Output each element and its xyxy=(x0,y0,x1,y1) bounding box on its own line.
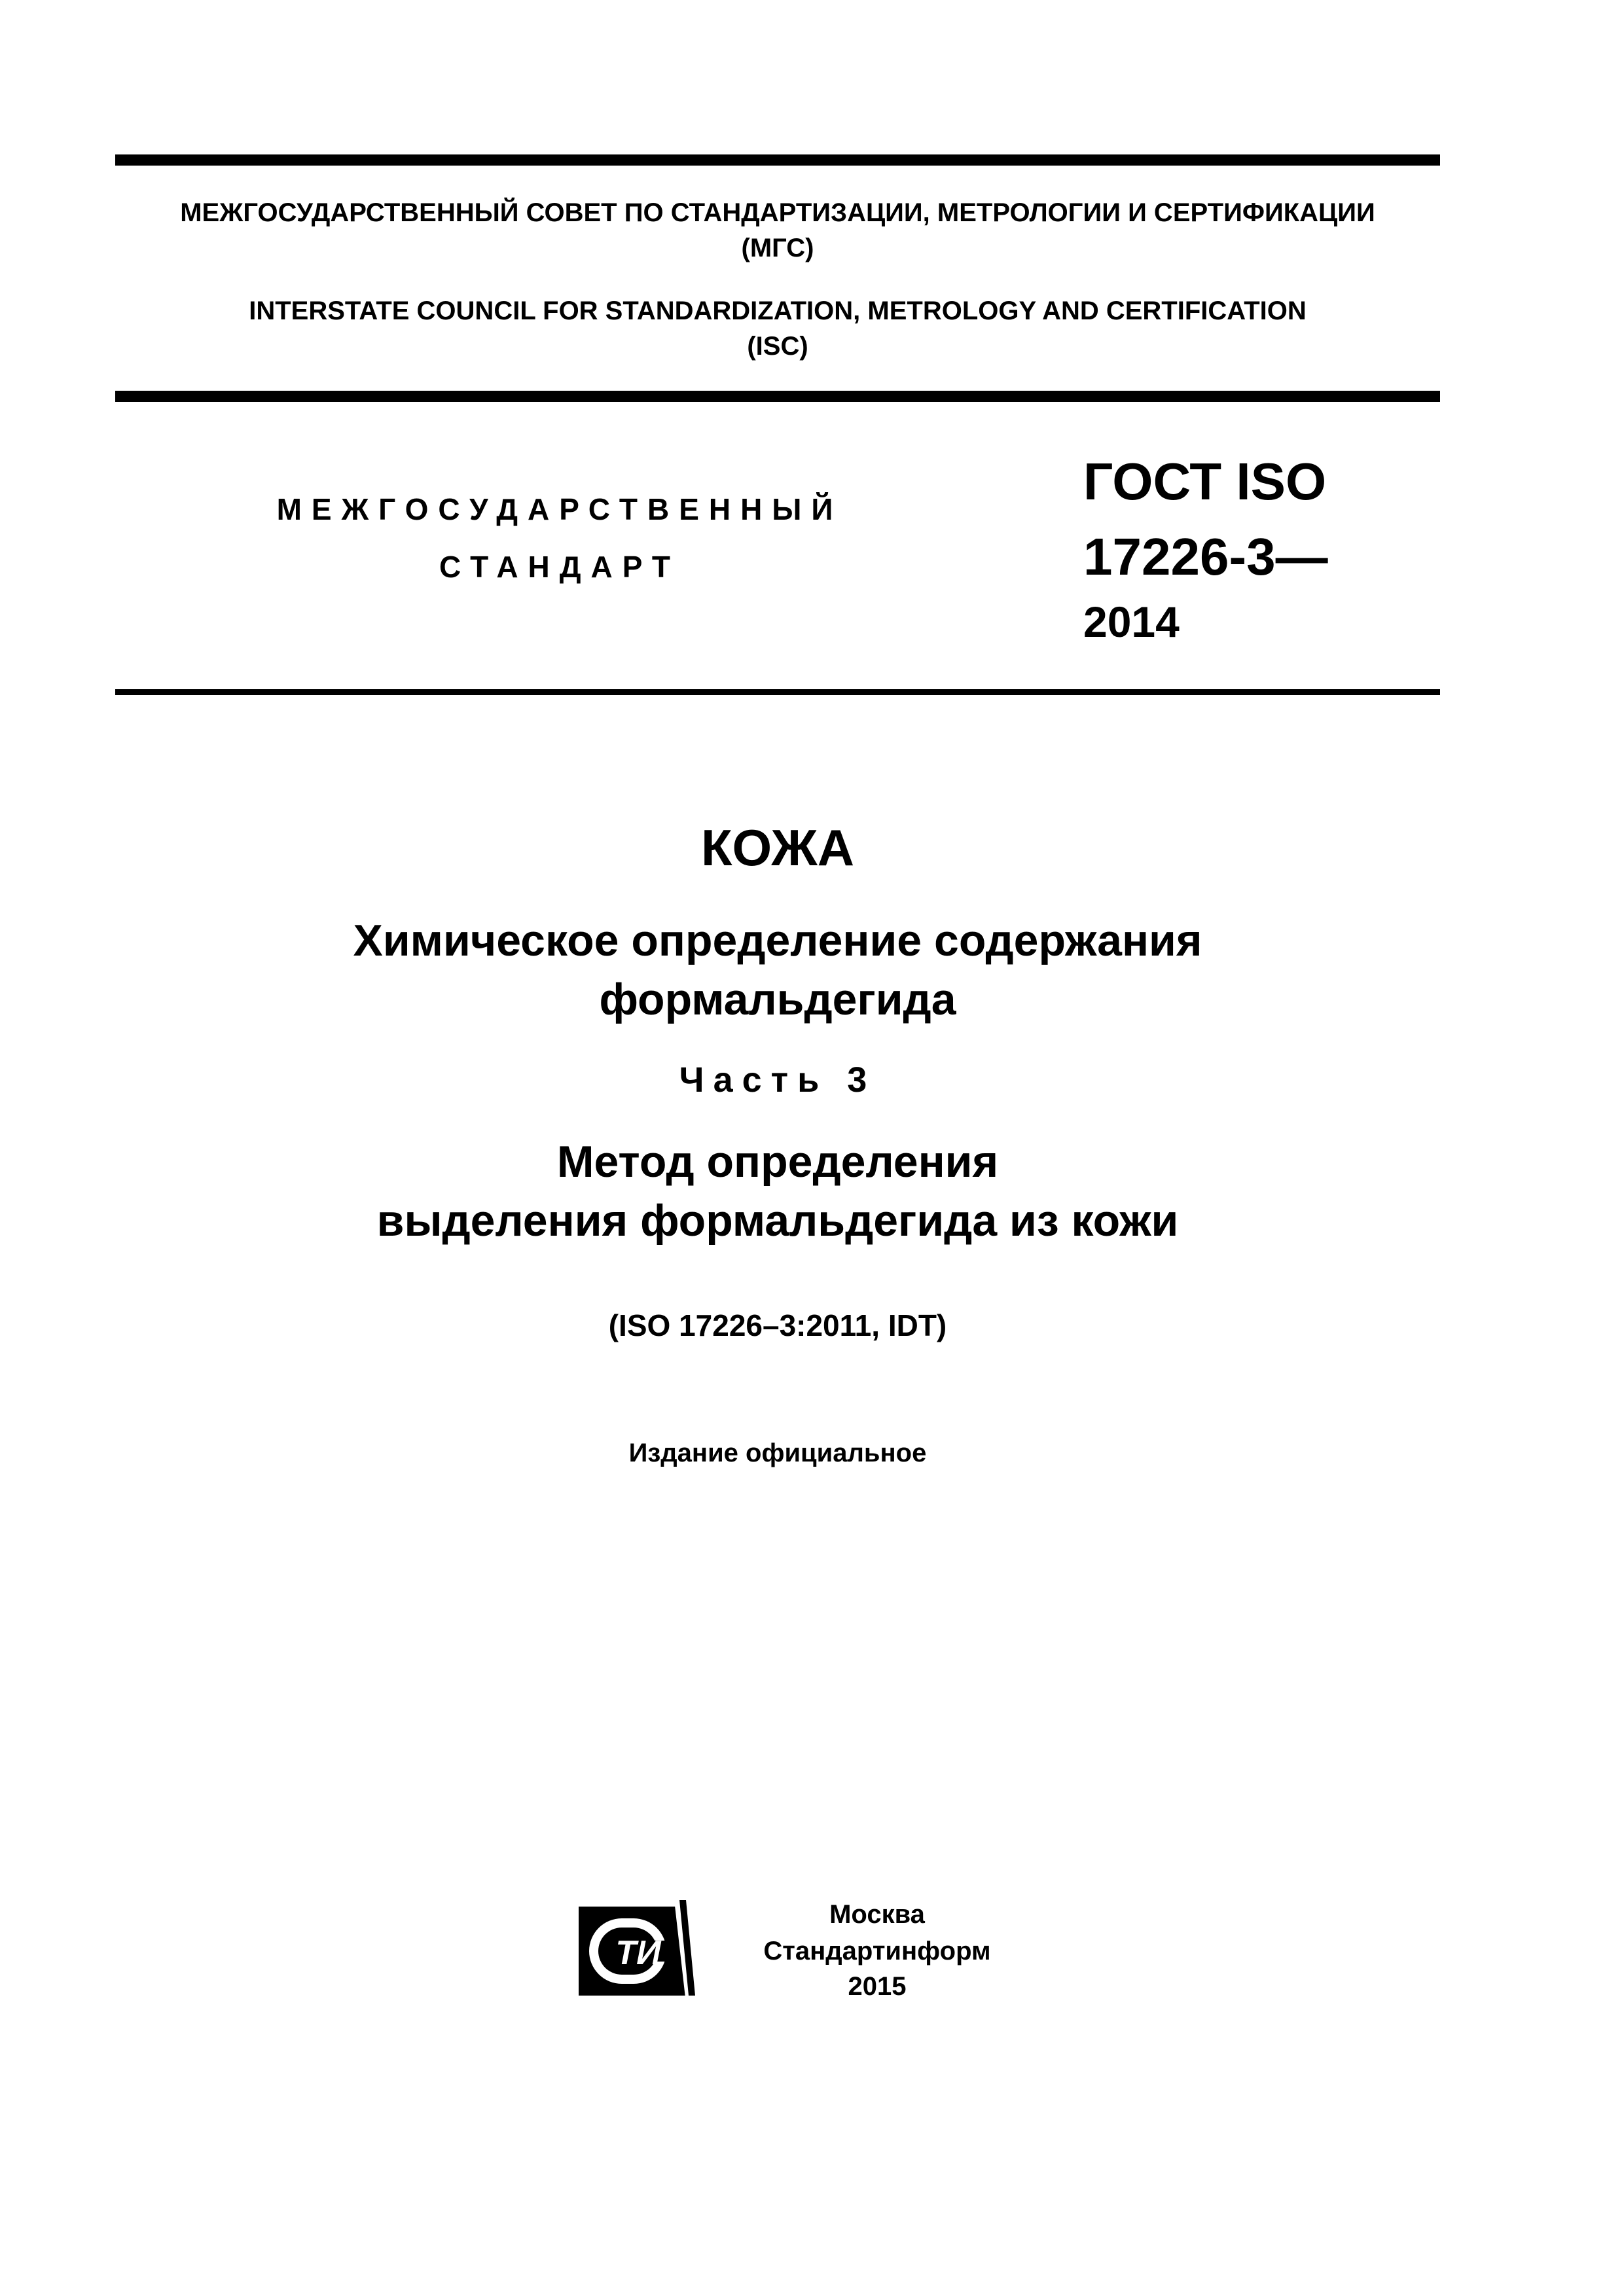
council-abbreviation-russian: (МГС) xyxy=(741,234,814,262)
iso-reference: (ISO 17226–3:2011, IDT) xyxy=(608,1308,947,1342)
designation-rule xyxy=(115,689,1440,695)
svg-text:ТИ: ТИ xyxy=(615,1934,661,1972)
publisher-name: Стандартинформ xyxy=(763,1937,991,1965)
header-rule xyxy=(115,391,1440,402)
document-method-line-2: выделения формальдегида из кожи xyxy=(376,1196,1179,1246)
standard-type-line-1: МЕЖГОСУДАРСТВЕННЫЙ xyxy=(276,492,843,526)
standard-designation-line-3: 2014 xyxy=(1083,598,1180,646)
document-part: Часть 3 xyxy=(679,1060,876,1100)
publication-year: 2015 xyxy=(848,1972,907,2001)
standard-designation-line-2: 17226-3— xyxy=(1083,528,1328,586)
top-rule xyxy=(115,154,1440,166)
council-name-russian: МЕЖГОСУДАРСТВЕННЫЙ СОВЕТ ПО СТАНДАРТИЗАЦИИ, МЕТРОЛОГИИ И СЕРТИФИКАЦИИ xyxy=(180,198,1375,227)
standard-designation-line-1: ГОСТ ISO xyxy=(1083,452,1327,511)
document-subtitle-line-1: Химическое определение содержания xyxy=(353,916,1202,965)
document-method-line-1: Метод определения xyxy=(556,1137,999,1187)
document-subtitle-line-2: формальдегида xyxy=(599,975,956,1024)
council-name-english: INTERSTATE COUNCIL FOR STANDARDIZATION, METROLOGY AND CERTIFICATION xyxy=(249,296,1307,325)
standartinform-logo-icon xyxy=(576,1900,704,2003)
publisher-city: Москва xyxy=(829,1900,925,1929)
standard-type-line-2: СТАНДАРТ xyxy=(439,550,680,584)
edition-note: Издание официальное xyxy=(628,1439,927,1467)
document-title: КОЖА xyxy=(700,819,855,876)
council-abbreviation-english: (ISC) xyxy=(747,332,808,361)
